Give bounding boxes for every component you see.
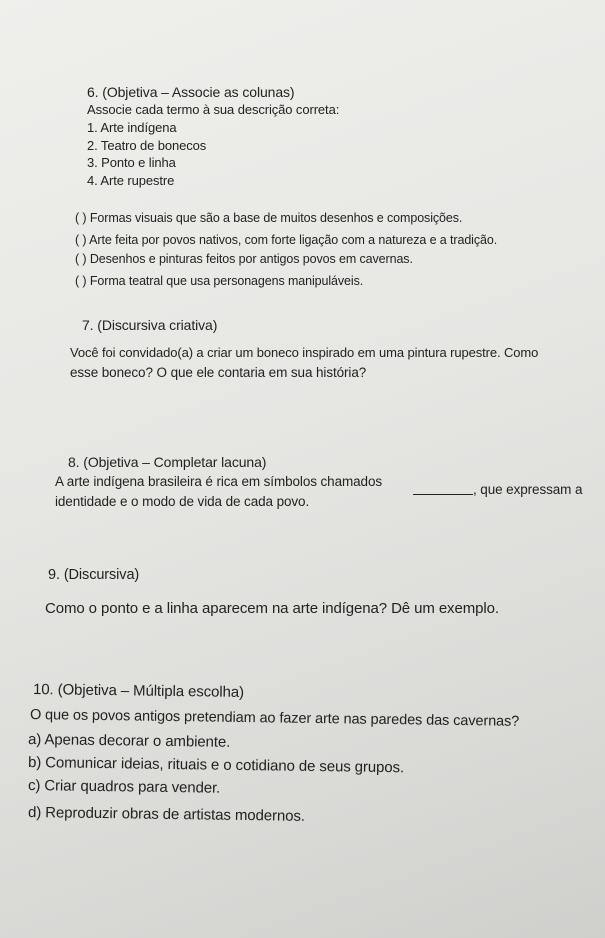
q6-description: ( ) Arte feita por povos nativos, com forte ligação com a natureza e a tradição. <box>75 233 498 247</box>
q6-description: ( ) Forma teatral que usa personagens manipuláveis. <box>75 274 364 288</box>
q10-heading: 10. (Objetiva – Múltipla escolha) <box>32 681 245 701</box>
q6-term: 3. Ponto e linha <box>87 155 176 170</box>
q6-term: 1. Arte indígena <box>87 120 177 135</box>
q10-option: d) Reproduzir obras de artistas modernos. <box>27 804 305 825</box>
q10-option: c) Criar quadros para vender. <box>27 777 221 797</box>
q6-term: 4. Arte rupestre <box>87 173 175 188</box>
q7-line: esse boneco? O que ele contaria em sua história? <box>70 365 367 380</box>
q6-description: ( ) Desenhos e pinturas feitos por antigos povos em cavernas. <box>75 252 413 266</box>
q6-term: 2. Teatro de bonecos <box>87 138 207 153</box>
q8-heading: 8. (Objetiva – Completar lacuna) <box>68 454 267 470</box>
q6-instruction: Associe cada termo à sua descrição correta: <box>87 102 340 117</box>
q10-question: O que os povos antigos pretendiam ao fazer arte nas paredes das cavernas? <box>29 707 520 730</box>
q6-heading: 6. (Objetiva – Associe as colunas) <box>87 84 295 100</box>
q8-line: identidade e o modo de vida de cada povo. <box>55 494 310 509</box>
q10-option: a) Apenas decorar o ambiente. <box>27 731 231 751</box>
q8-line: A arte indígena brasileira é rica em símbolos chamados <box>55 474 383 489</box>
q8-line-end: , que expressam a <box>473 482 583 497</box>
q6-description: ( ) Formas visuais que são a base de muitos desenhos e composições. <box>75 211 463 225</box>
q7-heading: 7. (Discursiva criativa) <box>82 317 218 333</box>
q9-question: Como o ponto e a linha aparecem na arte indígena? Dê um exemplo. <box>45 600 499 617</box>
q7-line: Você foi convidado(a) a criar um boneco inspirado em uma pintura rupestre. Como <box>70 345 539 360</box>
q10-option: b) Comunicar ideias, rituais e o cotidiano de seus grupos. <box>27 754 405 777</box>
q9-heading: 9. (Discursiva) <box>48 567 140 583</box>
